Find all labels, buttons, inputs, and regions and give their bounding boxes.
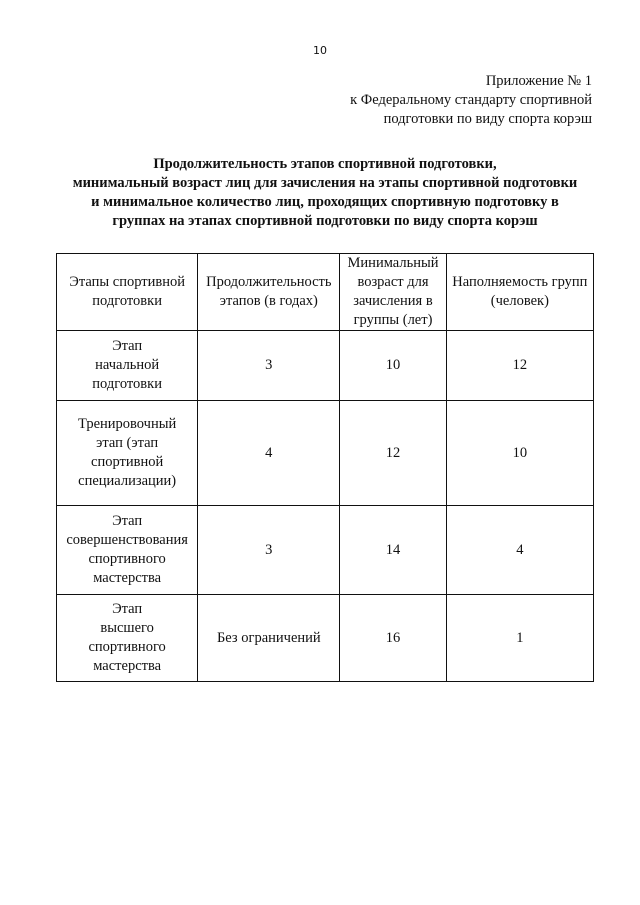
cell-group-size: 1: [446, 595, 593, 682]
table-row: [57, 506, 594, 595]
cell-min-age: 14: [340, 506, 446, 595]
cell-stage: [57, 331, 198, 401]
appendix-line-1: Приложение № 1: [485, 73, 592, 89]
cell-group-size: 4: [446, 506, 593, 595]
cell-stage: [57, 506, 198, 595]
cell-group-size: 10: [446, 401, 593, 506]
cell-min-age: 16: [340, 595, 446, 682]
table-header-row: [57, 254, 594, 331]
stage-name: Этап начальной подготовки: [92, 338, 162, 392]
appendix-line-2: к Федеральному стандарту спортивной: [350, 92, 592, 108]
header-duration: Продолжительность этапов (в годах): [198, 254, 340, 331]
title-line-1: Продолжительность этапов спортивной подготовки,: [153, 156, 497, 172]
title-line-2: минимальный возраст лиц для зачисления на этапы спортивной подготовки: [72, 175, 578, 191]
stage-name: Этап высшего спортивного мастерства: [88, 601, 166, 674]
cell-duration: Без ограничений: [198, 595, 340, 682]
header-group-size: Наполняемость групп (человек): [446, 254, 593, 331]
title-line-4: группах на этапах спортивной подготовки по виду спорта корэш: [112, 213, 538, 229]
cell-stage: [57, 401, 198, 506]
cell-duration: 3: [198, 331, 340, 401]
page-number: 10: [313, 44, 327, 57]
header-min-age: Минимальный возраст для зачисления в группы (лет): [340, 254, 446, 331]
table-row: [57, 401, 594, 506]
cell-stage: [57, 595, 198, 682]
cell-min-age: 10: [340, 331, 446, 401]
title-line-3: и минимальное количество лиц, проходящих спортивную подготовку в: [91, 194, 559, 210]
table-row: [57, 595, 594, 682]
stage-name: Тренировочный этап (этап спортивной специализации): [78, 416, 177, 489]
table-row: [57, 331, 594, 401]
cell-duration: 3: [198, 506, 340, 595]
stages-table: [56, 253, 594, 682]
appendix-line-3: подготовки по виду спорта корэш: [383, 111, 592, 127]
cell-duration: 4: [198, 401, 340, 506]
stage-name: Этап совершенствования спортивного мастерства: [66, 513, 188, 586]
cell-min-age: 12: [340, 401, 446, 506]
header-stage: Этапы спортивной подготовки: [57, 254, 198, 331]
cell-group-size: 12: [446, 331, 593, 401]
document-title: [40, 155, 610, 231]
appendix-note: [350, 72, 592, 129]
